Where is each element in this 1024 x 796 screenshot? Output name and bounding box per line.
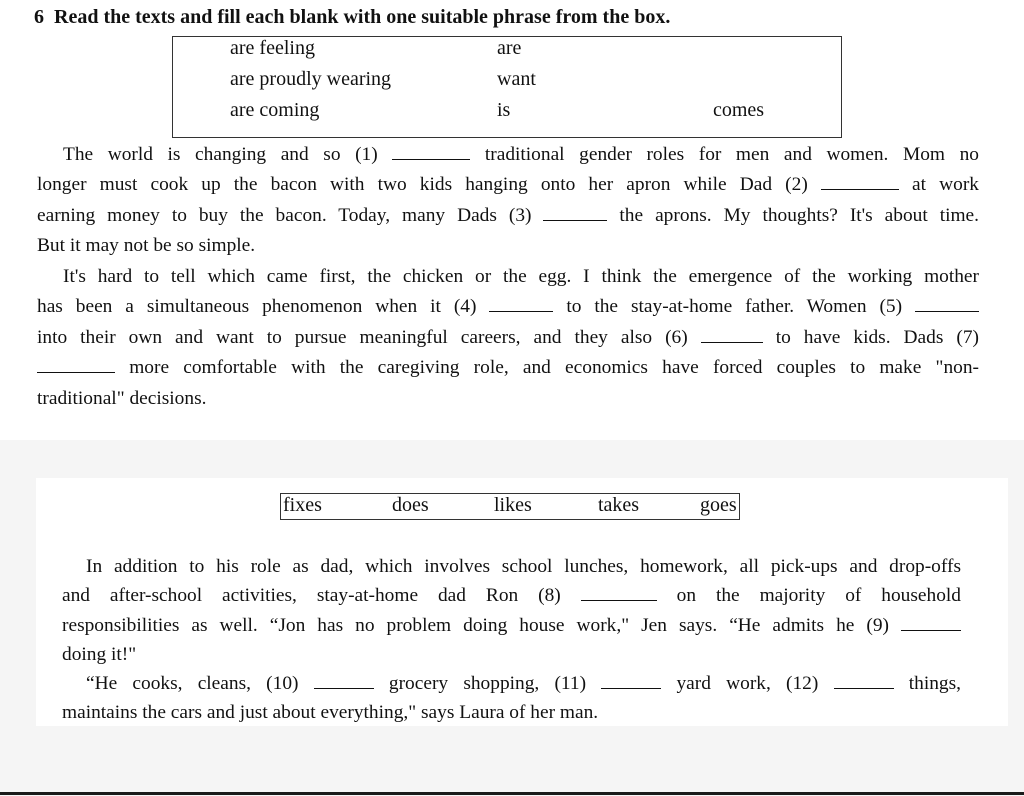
- text-segment: doing it!": [62, 644, 137, 666]
- text-segment: and after-school activities, stay-at-home dad Ron (8): [62, 585, 561, 607]
- text-segment: yard work, (12): [676, 673, 819, 694]
- text-segment: grocery shopping, (11): [388, 673, 587, 694]
- exercise-number: 6: [34, 6, 44, 28]
- text-segment: It's hard to tell which came first, the chicken or the egg. I think the emergence of the working mother: [63, 266, 979, 287]
- blank-5[interactable]: [915, 293, 979, 312]
- blank-10[interactable]: [314, 670, 374, 689]
- word-option: goes: [700, 494, 737, 516]
- phrase-option: are proudly wearing: [230, 68, 392, 90]
- text-segment: more comfortable with the caregiving role, and economics have forced couples to make "non-: [129, 357, 979, 379]
- word-option: likes: [494, 494, 532, 516]
- blank-2[interactable]: [821, 171, 899, 190]
- text-segment: maintains the cars and just about everything," says Laura of her man.: [62, 702, 599, 724]
- phrase-option: are feeling: [230, 37, 315, 59]
- text-segment: earning money to buy the bacon. Today, many Dads (3): [37, 204, 532, 226]
- blank-3[interactable]: [543, 202, 607, 221]
- text2-paragraph-1: [62, 552, 961, 670]
- text-segment: traditional" decisions.: [37, 387, 207, 409]
- blank-4[interactable]: [489, 293, 553, 312]
- word-option: does: [392, 494, 429, 516]
- blank-1[interactable]: [392, 141, 470, 160]
- exercise-instruction: Read the texts and fill each blank with one suitable phrase from the box.: [54, 6, 671, 28]
- word-box: [280, 493, 740, 520]
- phrase-option: want: [497, 68, 536, 90]
- word-option: takes: [598, 494, 640, 516]
- blank-8[interactable]: [581, 582, 657, 601]
- blank-12[interactable]: [834, 670, 894, 689]
- text-segment: the aprons. My thoughts? It's about time.: [619, 204, 980, 226]
- phrase-option: are coming: [230, 99, 320, 121]
- text-segment: to have kids. Dads (7): [775, 326, 979, 348]
- phrase-option: comes: [713, 99, 765, 121]
- word-option: fixes: [283, 494, 322, 516]
- text2-paragraph-2: [62, 669, 961, 728]
- text-segment: to the stay-at-home father. Women (5): [566, 296, 903, 318]
- text-segment: traditional gender roles for men and women. Mom no: [484, 144, 979, 165]
- text-segment: responsibilities as well. “Jon has no problem doing house work," Jen says. “He admits he (9): [62, 614, 889, 636]
- exercise-heading: [34, 6, 670, 29]
- phrase-option: is: [497, 99, 511, 121]
- text-segment: at work: [912, 174, 979, 196]
- text1-paragraph-2: [37, 262, 979, 414]
- text-segment: things,: [908, 673, 961, 694]
- text1-paragraph-1: [37, 140, 979, 262]
- text-segment: longer must cook up the bacon with two kids hanging onto her apron while Dad (2): [37, 174, 808, 196]
- text-segment: “He cooks, cleans, (10): [86, 673, 299, 694]
- text-segment: on the majority of household: [676, 585, 961, 607]
- blank-6[interactable]: [701, 324, 763, 343]
- bottom-divider: [0, 792, 1024, 795]
- text-segment: In addition to his role as dad, which involves school lunches, homework, all pick-ups and drop-offs: [86, 556, 961, 577]
- text-segment: But it may not be so simple.: [37, 235, 256, 257]
- phrase-box: [172, 36, 842, 138]
- blank-9[interactable]: [901, 612, 961, 631]
- phrase-option: are: [497, 37, 522, 59]
- text-segment: has been a simultaneous phenomenon when it (4): [37, 296, 477, 318]
- blank-11[interactable]: [601, 670, 661, 689]
- text-segment: The world is changing and so (1): [63, 144, 378, 165]
- blank-7[interactable]: [37, 354, 115, 373]
- text-segment: into their own and want to pursue meaningful careers, and they also (6): [37, 326, 688, 348]
